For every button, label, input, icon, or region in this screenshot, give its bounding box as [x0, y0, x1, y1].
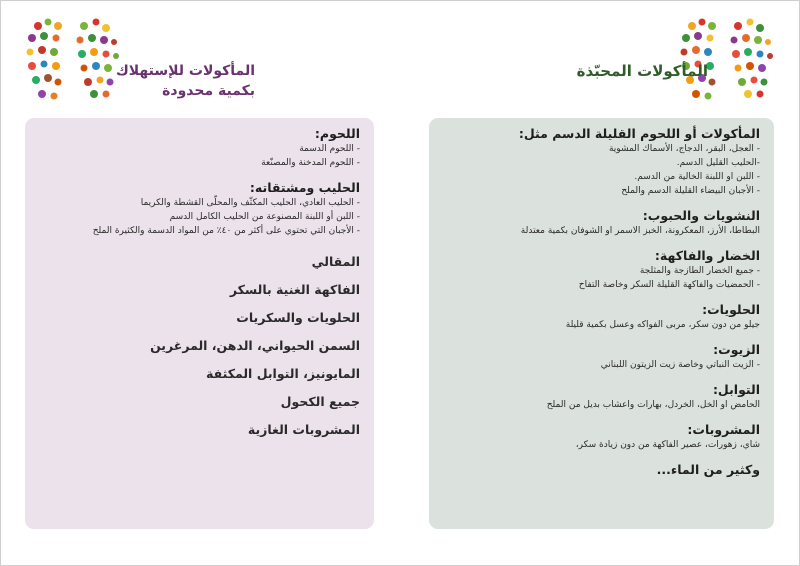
section-dairy: [39, 180, 360, 238]
preferred-foods-title: المأكولات المحبّذة: [576, 62, 708, 80]
list-item: جيلو من دون سكر، مربى الفواكه وعسل بكمية قليلة: [565, 320, 760, 330]
list-item: - جميع الخضار الطازجة والمثلجة: [639, 266, 760, 276]
limited-title-line2: بكمية محدودة: [162, 83, 255, 99]
food-icons-cluster-right: [681, 19, 774, 100]
section-title: الخضار والفاكهة:: [654, 248, 760, 263]
section-vegetables-fruits: [443, 248, 760, 292]
limited-item: جميع الكحول: [280, 394, 360, 409]
limited-title-line1: المأكولات للإستهلاك: [115, 63, 255, 79]
list-item: - اللبن أو اللبنة المصنوعة من الحليب الكامل الدسم: [169, 212, 360, 222]
limited-foods-panel: [25, 118, 374, 529]
list-item: - الحمضيات والفاكهة القليلة السكر وخاصة التفاح: [578, 280, 760, 290]
section-oils: [443, 342, 760, 372]
limited-item: المشروبات الغازية: [247, 422, 360, 437]
list-item: - اللحوم الدسمة: [299, 144, 360, 154]
list-item: البطاطا، الأرز، المعكرونة، الخبز الاسمر او الشوفان بكمية معتدلة: [520, 226, 760, 236]
list-item: - العجل، البقر، الدجاج، الأسماك المشوية: [608, 144, 760, 154]
list-item: - اللبن او اللبنة الخالية من الدسم.: [634, 172, 760, 182]
list-item: - الأجبان البيضاء القليلة الدسم والملح: [621, 186, 760, 196]
list-item: شاي، زهورات، عصير الفاكهة من دون زيادة سكر،: [575, 440, 760, 450]
section-title: الزيوت:: [713, 342, 760, 357]
limited-item: الفاكهة الغنية بالسكر: [229, 282, 360, 297]
food-illustration-left: [18, 12, 128, 112]
section-spices: [443, 382, 760, 412]
list-item: -الحليب القليل الدسم.: [676, 158, 760, 168]
section-title: المشروبات:: [687, 422, 760, 437]
section-meats: [39, 126, 360, 170]
section-title: الحلويات:: [702, 302, 760, 317]
limited-item: المقالي: [311, 254, 360, 269]
list-item: الحامض او الخل، الخردل، بهارات واعشاب بديل من الملح: [546, 400, 760, 410]
list-item: - الزيت النباتي وخاصة زيت الزيتون اللبناني: [600, 360, 760, 370]
section-sweets: [443, 302, 760, 332]
section-title: المأكولات أو اللحوم القليلة الدسم مثل:: [518, 126, 760, 141]
water-footer: وكثير من الماء...: [656, 462, 760, 477]
list-item: - الأجبان التي تحتوي على أكثر من ٤٠٪ من المواد الدسمة والكثيرة الملح: [92, 226, 360, 236]
preferred-foods-panel: [429, 118, 774, 529]
limited-item: الحلويات والسكريات: [236, 310, 360, 325]
list-item: - اللحوم المدخنة والمصنّعة: [261, 158, 360, 168]
limited-foods-title: [116, 61, 255, 101]
section-drinks: [443, 422, 760, 452]
section-title: النشويات والحبوب:: [642, 208, 760, 223]
limited-item: المايونيز، التوابل المكثفة: [206, 366, 360, 381]
food-icons-cluster-left: [27, 19, 120, 100]
section-title: اللحوم:: [314, 126, 360, 141]
limited-item: السمن الحيواني، الدهن، المرغرين: [150, 338, 360, 353]
section-title: الحليب ومشتقاته:: [249, 180, 360, 195]
section-lean-meats: [443, 126, 760, 198]
list-item: - الحليب العادي، الحليب المكثّف والمحلّى القشطة والكريما: [140, 198, 360, 208]
section-title: التوابل:: [712, 382, 760, 397]
section-starches: [443, 208, 760, 238]
